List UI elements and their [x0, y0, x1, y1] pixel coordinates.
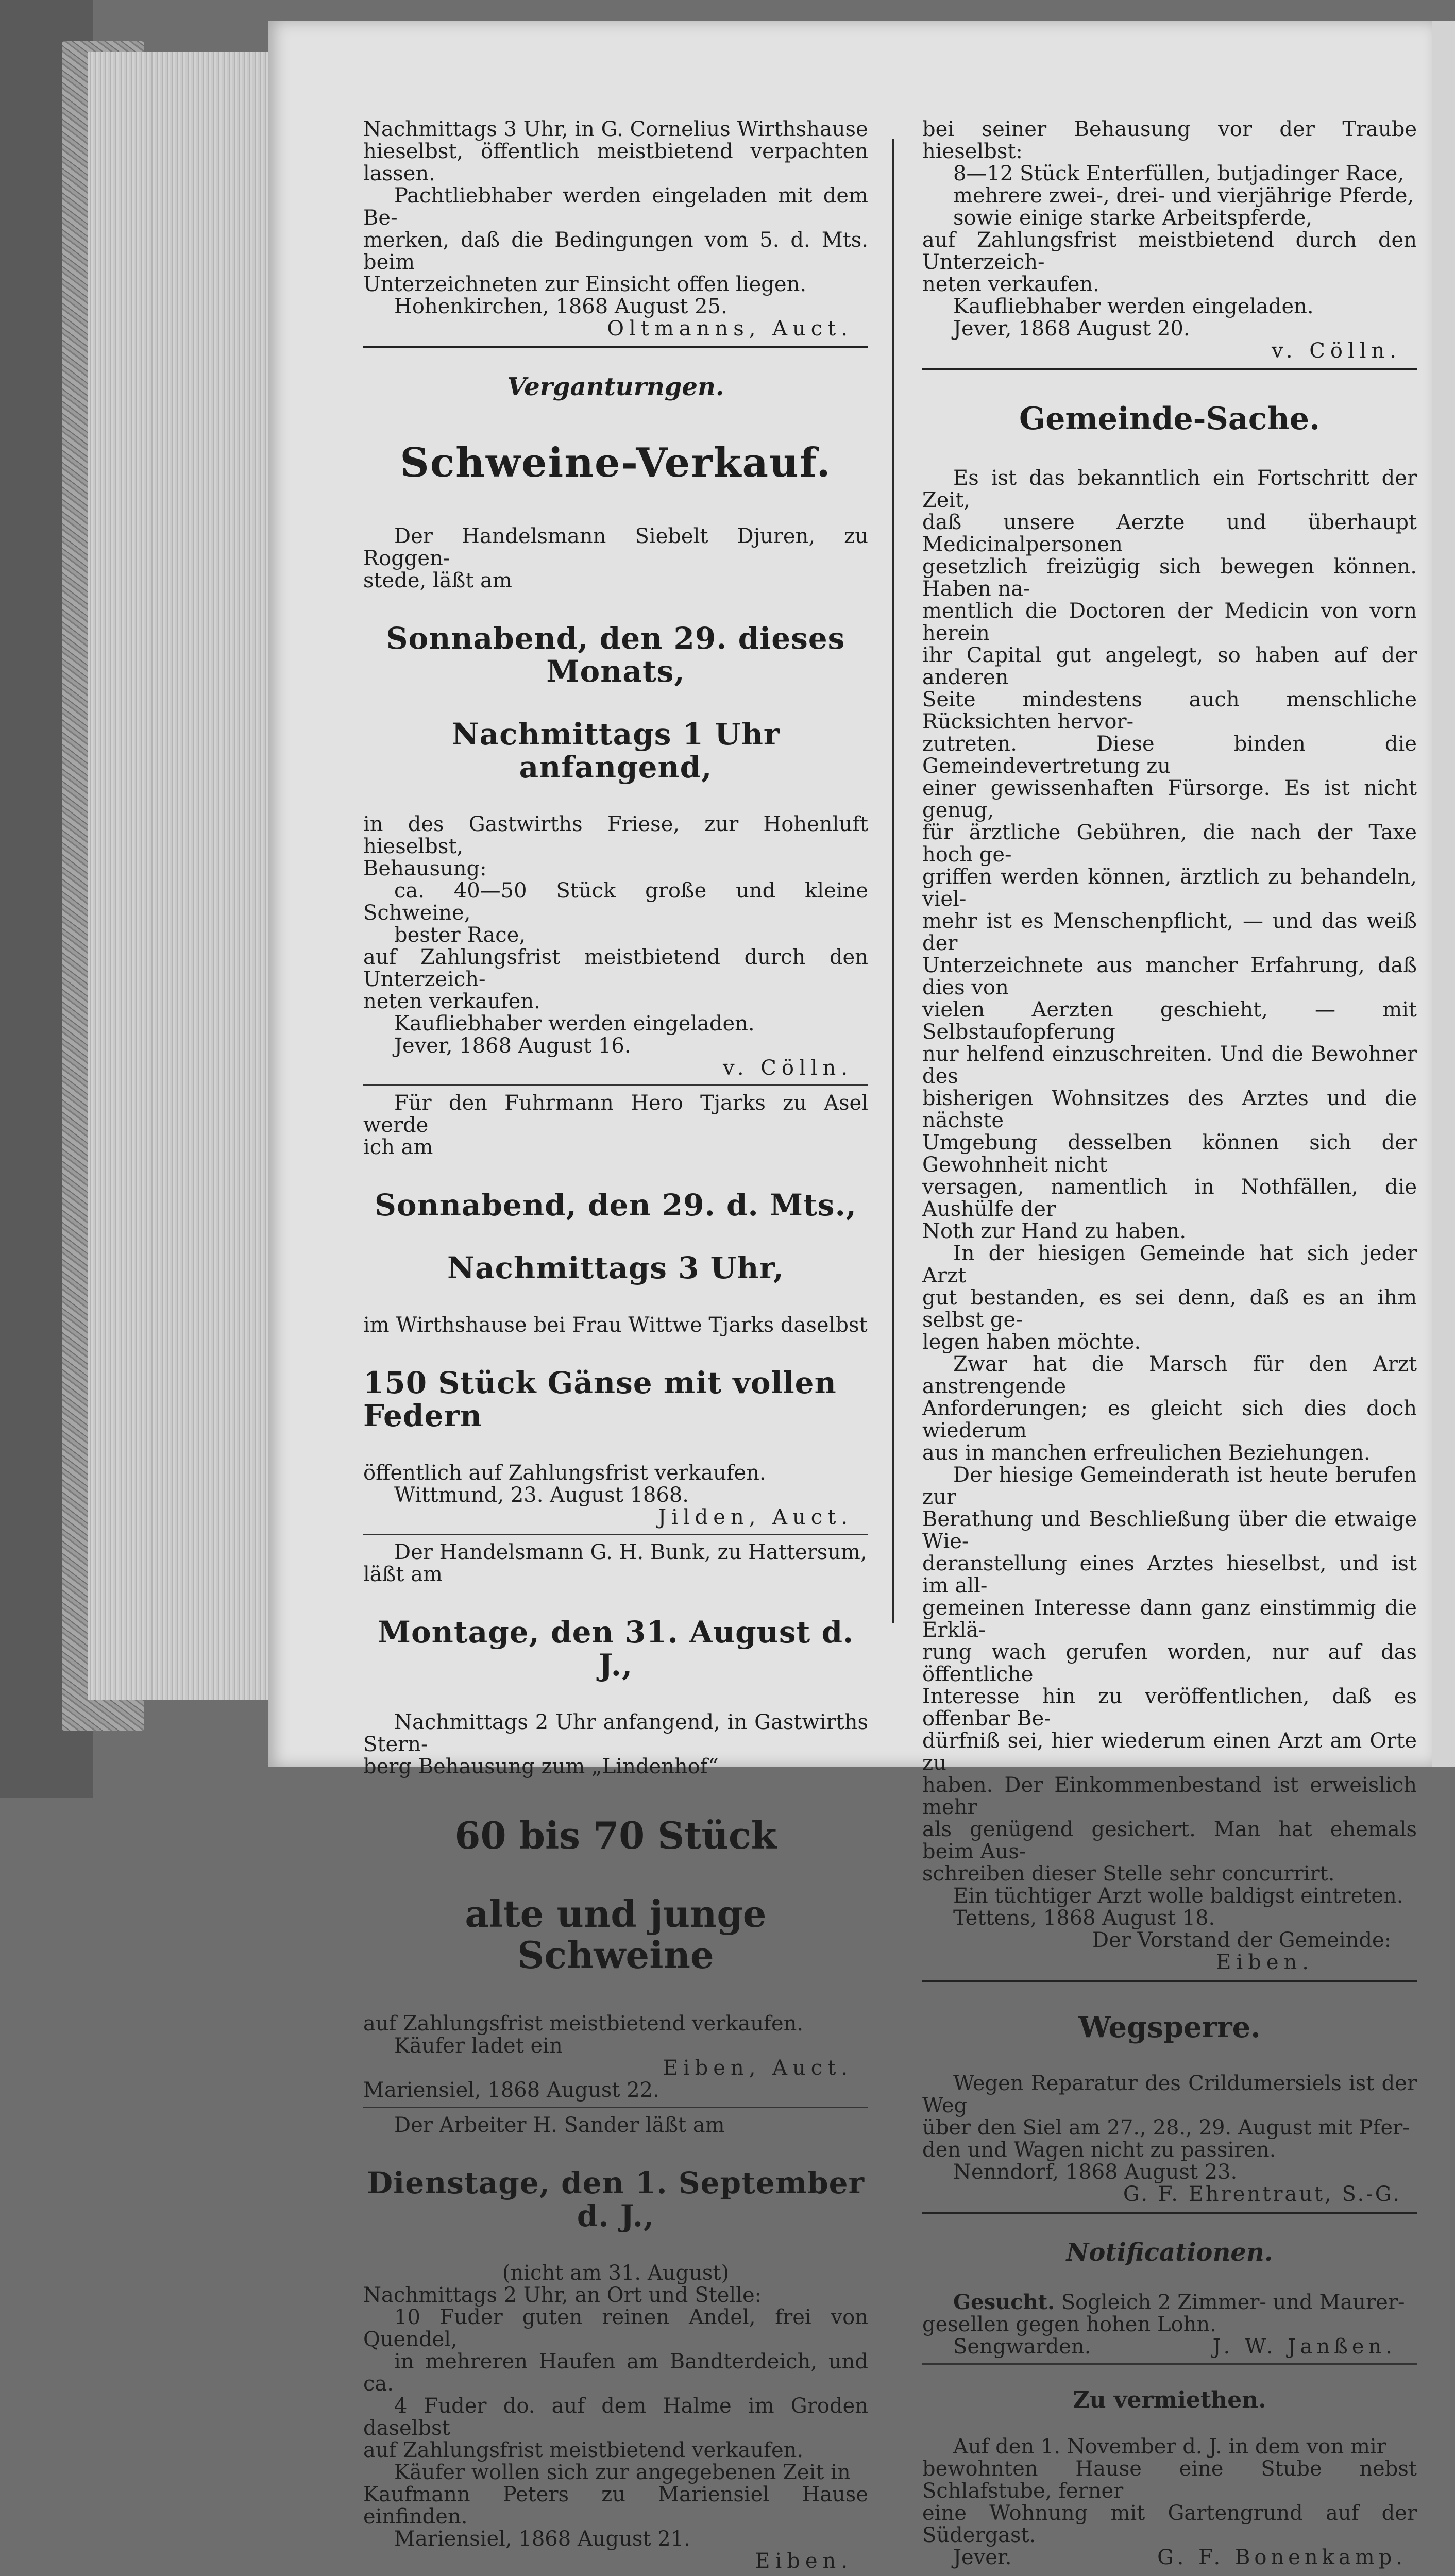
text-line: mehrere zwei-, drei- und vierjährige Pferde, — [953, 184, 1414, 208]
text-line: läßt am — [363, 1563, 443, 1586]
text-line: Pachtliebhaber werden eingeladen mit dem Be- — [363, 184, 868, 230]
text-line: Sogleich 2 Zimmer- und Maurer- — [1061, 2291, 1405, 2314]
text-line: In der hiesigen Gemeinde hat sich jeder Arzt — [922, 1242, 1417, 1287]
text-line: öffentlich auf Zahlungsfrist verkaufen. — [363, 1461, 766, 1485]
ad-date: Sonnabend, den 29. dieses Monats, — [386, 621, 845, 689]
signature: J. W. Janßen. — [1212, 2335, 1396, 2359]
text-line: bester Race, — [394, 923, 526, 947]
signature: Eiben. — [1216, 1951, 1314, 1974]
place-name: Jever. — [953, 2546, 1012, 2569]
text-line: merken, daß die Bedingungen vom 5. d. Mts. beim — [363, 228, 868, 274]
text-line: Nachmittags 3 Uhr, in G. Cornelius Wirthshause — [363, 117, 868, 141]
dateline: Jever, 1868 August 16. — [394, 1034, 631, 1058]
text-line: mehr ist es Menschenpflicht, — und das weiß der — [922, 909, 1417, 955]
text-line: Der Arbeiter H. Sander läßt am — [394, 2113, 725, 2137]
text-line: 8—12 Stück Enterfüllen, butjadinger Race, — [953, 162, 1405, 185]
ad-date: Montage, den 31. August d. J., — [377, 1615, 854, 1683]
text-line: schreiben dieser Stelle sehr concurrirt. — [922, 1862, 1335, 1886]
text-line: ca. 40—50 Stück große und kleine Schweine, — [363, 879, 868, 925]
separator-rule — [363, 1534, 868, 1535]
ad-time: Nachmittags 3 Uhr, — [447, 1250, 784, 1285]
text-line: für ärztliche Gebühren, die nach der Taxe hoch ge- — [922, 821, 1417, 867]
text-line: neten verkaufen. — [363, 990, 540, 1013]
text-line: 10 Fuder guten reinen Andel, frei von Quendel, — [363, 2306, 868, 2351]
text-line: Seite mindestens auch menschliche Rücksichten hervor- — [922, 688, 1417, 734]
text-line: Kaufliebhaber werden eingeladen. — [953, 295, 1314, 318]
text-line: mentlich die Doctoren der Medicin von vorn herein — [922, 599, 1417, 645]
text-line: deranstellung eines Arztes hieselbst, und ist im all- — [922, 1552, 1417, 1598]
dateline: Mariensiel, 1868 August 22. — [363, 2078, 659, 2102]
dateline: Tettens, 1868 August 18. — [953, 1906, 1215, 1930]
gesucht-label: Gesucht. — [953, 2290, 1055, 2314]
text-line: Der hiesige Gemeinderath ist heute berufen zur — [922, 1463, 1417, 1509]
text-line: Anforderungen; es gleicht sich dies doch wiederum — [922, 1397, 1417, 1443]
text-line: Berathung und Beschließung über die etwaige Wie- — [922, 1507, 1417, 1553]
notificationen-section — [922, 2239, 1417, 2569]
gaense-verkauf-ad — [363, 1092, 868, 1529]
text-line: Wegen Reparatur des Crildumersiels ist der Weg — [922, 2072, 1417, 2117]
text-line: berg Behausung zum „Lindenhof“ — [363, 1755, 719, 1778]
ad-item: alte und junge Schweine — [465, 1892, 767, 1977]
text-line: Nachmittags 2 Uhr, an Ort und Stelle: — [363, 2283, 762, 2307]
text-line: nur helfend einzuschreiten. Und die Bewohner des — [922, 1042, 1417, 1088]
dateline: Hohenkirchen, 1868 August 25. — [394, 295, 728, 318]
text-line: Kaufmann Peters zu Mariensiel Hause einfinden. — [363, 2483, 868, 2529]
text-line: dürfniß sei, hier wiederum einen Arzt am Orte zu — [922, 1729, 1417, 1775]
page-stack-edge — [88, 52, 273, 1700]
text-line: im Wirthshause bei Frau Wittwe Tjarks daselbst — [363, 1313, 868, 1337]
wegsperre-notice — [922, 2011, 1417, 2206]
text-line: gemeinen Interesse dann ganz einstimmig die Erklä- — [922, 1596, 1417, 1642]
dateline: Mariensiel, 1868 August 21. — [394, 2527, 690, 2551]
ad-date: Dienstage, den 1. September d. J., — [366, 2165, 865, 2233]
text-line: Interesse hin zu veröffentlichen, daß es offenbar Be- — [922, 1685, 1417, 1731]
text-line: Käufer wollen sich zur angegebenen Zeit in — [394, 2461, 851, 2484]
facing-page-edge — [1432, 21, 1455, 1767]
signature: G. F. Ehrentraut, S.-G. — [1123, 2182, 1401, 2206]
dateline: Jever, 1868 August 20. — [953, 317, 1190, 341]
text-line: daß unsere Aerzte und überhaupt Medicinalpersonen — [922, 511, 1417, 556]
subsection-title: Zu vermiethen. — [1073, 2387, 1266, 2413]
schweine-verkauf-ad — [363, 373, 868, 1079]
dateline: Nenndorf, 1868 August 23. — [953, 2160, 1238, 2184]
text-line: auf Zahlungsfrist meistbietend durch den Unterzeich- — [363, 945, 868, 991]
text-line: einer gewissenhaften Fürsorge. Es ist nicht genug, — [922, 776, 1417, 822]
signature: Oltmanns, Auct. — [607, 317, 853, 341]
text-line: haben. Der Einkommenbestand ist erweislich mehr — [922, 1773, 1417, 1819]
sander-andel-ad — [363, 2114, 868, 2572]
text-line: Auf den 1. November d. J. in dem von mir — [953, 2435, 1386, 2459]
text-line: neten verkaufen. — [922, 273, 1099, 296]
separator-rule — [363, 346, 868, 348]
signature: G. F. Bonenkamp. — [1157, 2546, 1407, 2569]
text-line: ihr Capital gut angelegt, so haben auf der anderen — [922, 643, 1417, 689]
text-line: Nachmittags 2 Uhr anfangend, in Gastwirths Stern- — [363, 1710, 868, 1756]
text-line: eine Wohnung mit Gartengrund auf der Südergast. — [922, 2501, 1417, 2547]
separator-rule — [922, 368, 1417, 370]
text-line: Kaufliebhaber werden eingeladen. — [394, 1012, 755, 1036]
text-line: stede, läßt am — [363, 569, 512, 592]
signature: Jilden, Auct. — [658, 1505, 853, 1529]
text-line: den und Wagen nicht zu passiren. — [922, 2138, 1276, 2162]
text-line: Unterzeichnete aus mancher Erfahrung, daß dies von — [922, 954, 1417, 999]
text-line: gut bestanden, es sei denn, daß es an ihm selbst ge- — [922, 1286, 1417, 1332]
separator-rule — [922, 2363, 1417, 2365]
text-line: Umgebung desselben können sich der Gewohnheit nicht — [922, 1131, 1417, 1177]
text-line: legen haben möchte. — [922, 1330, 1141, 1354]
pferde-verkauf-continued — [922, 118, 1417, 362]
separator-rule — [922, 2212, 1417, 2214]
text-line: hieselbst, öffentlich meistbietend verpachten lassen. — [363, 140, 868, 185]
text-line: sowie einige starke Arbeitspferde, — [953, 206, 1313, 230]
ad-date: Sonnabend, den 29. d. Mts., — [375, 1188, 857, 1223]
pacht-notice — [363, 118, 868, 340]
text-line: aus in manchen erfreulichen Beziehungen. — [922, 1441, 1371, 1465]
signature: Eiben. — [755, 2549, 853, 2573]
text-line: Zwar hat die Marsch für den Arzt anstrengende — [922, 1352, 1417, 1398]
text-line: Unterzeichneten zur Einsicht offen liegen. — [363, 273, 807, 296]
text-line: Es ist das bekanntlich ein Fortschritt der Zeit, — [922, 466, 1417, 512]
separator-rule — [363, 2107, 868, 2108]
signature: Eiben, Auct. — [663, 2056, 853, 2080]
separator-rule — [363, 1084, 868, 1086]
text-line: gesellen gegen hohen Lohn. — [922, 2313, 1216, 2336]
text-line: auf Zahlungsfrist meistbietend durch den Unterzeich- — [922, 228, 1417, 274]
text-line: gesetzlich freizügig sich bewegen können. Haben na- — [922, 555, 1417, 601]
text-line: Der Handelsmann Siebelt Djuren, zu Roggen- — [363, 524, 868, 570]
right-column — [922, 118, 1417, 2569]
text-line: Behausung: — [363, 857, 487, 880]
text-line: Für den Fuhrmann Hero Tjarks zu Asel werde — [363, 1091, 868, 1137]
signature: v. Cölln. — [1271, 339, 1401, 363]
text-line: ich am — [363, 1136, 433, 1159]
text-line: zutreten. Diese binden die Gemeindevertretung zu — [922, 732, 1417, 778]
text-line: bisherigen Wohnsitzes des Arztes und die nächste — [922, 1087, 1417, 1132]
text-line: rung wach gerufen worden, nur auf das öffentliche — [922, 1640, 1417, 1686]
text-line: bewohnten Hause eine Stube nebst Schlafstube, ferner — [922, 2457, 1417, 2503]
text-line: Ein tüchtiger Arzt wolle baldigst eintreten. — [953, 1884, 1403, 1908]
text-line: griffen werden können, ärztlich zu behandeln, viel- — [922, 865, 1417, 911]
text-line: über den Siel am 27., 28., 29. August mit Pfer- — [922, 2116, 1410, 2140]
text-line: Noth zur Hand zu haben. — [922, 1219, 1187, 1243]
text-line: als genügend gesichert. Man hat ehemals beim Aus- — [922, 1818, 1417, 1863]
signature: v. Cölln. — [722, 1056, 853, 1080]
ad-item: 150 Stück Gänse mit vollen Federn — [363, 1365, 837, 1433]
text-line: in des Gastwirths Friese, zur Hohenluft hieselbst, — [363, 812, 868, 858]
bunk-schweine-ad — [363, 1541, 868, 2102]
text-line: (nicht am 31. August) — [502, 2261, 730, 2285]
text-line: bei seiner Behausung vor der Traube hieselbst: — [922, 117, 1417, 163]
text-line: auf Zahlungsfrist meistbietend verkaufen. — [363, 2012, 804, 2036]
section-title: Notificationen. — [1066, 2238, 1273, 2267]
column-divider — [892, 139, 894, 1623]
text-line: in mehreren Haufen am Bandterdeich, und ca. — [363, 2350, 868, 2396]
text-line: versagen, namentlich in Nothfällen, die Aushülfe der — [922, 1175, 1417, 1221]
gemeinde-sache-notice — [922, 401, 1417, 1974]
text-line: auf Zahlungsfrist meistbietend verkaufen. — [363, 2438, 804, 2462]
ad-title: Gemeinde-Sache. — [1019, 401, 1320, 437]
ad-title: Schweine-Verkauf. — [400, 439, 832, 486]
place-name: Sengwarden. — [953, 2335, 1091, 2359]
text-line: Käufer ladet ein — [394, 2034, 563, 2058]
section-title: Verganturngen. — [507, 372, 724, 401]
text-line: Der Handelsmann G. H. Bunk, zu Hattersum, — [394, 1540, 867, 1564]
ad-title: Wegsperre. — [1078, 2010, 1261, 2044]
ad-time: Nachmittags 1 Uhr anfangend, — [451, 717, 780, 785]
dateline: Wittmund, 23. August 1868. — [394, 1483, 689, 1507]
separator-rule — [922, 1980, 1417, 1982]
text-line: Der Vorstand der Gemeinde: — [1092, 1928, 1392, 1952]
text-line: 4 Fuder do. auf dem Halme im Groden daselbst — [363, 2394, 868, 2440]
ad-item: 60 bis 70 Stück — [454, 1814, 777, 1857]
text-line: vielen Aerzten geschieht, — mit Selbstaufopferung — [922, 998, 1417, 1044]
left-column — [363, 118, 868, 2576]
